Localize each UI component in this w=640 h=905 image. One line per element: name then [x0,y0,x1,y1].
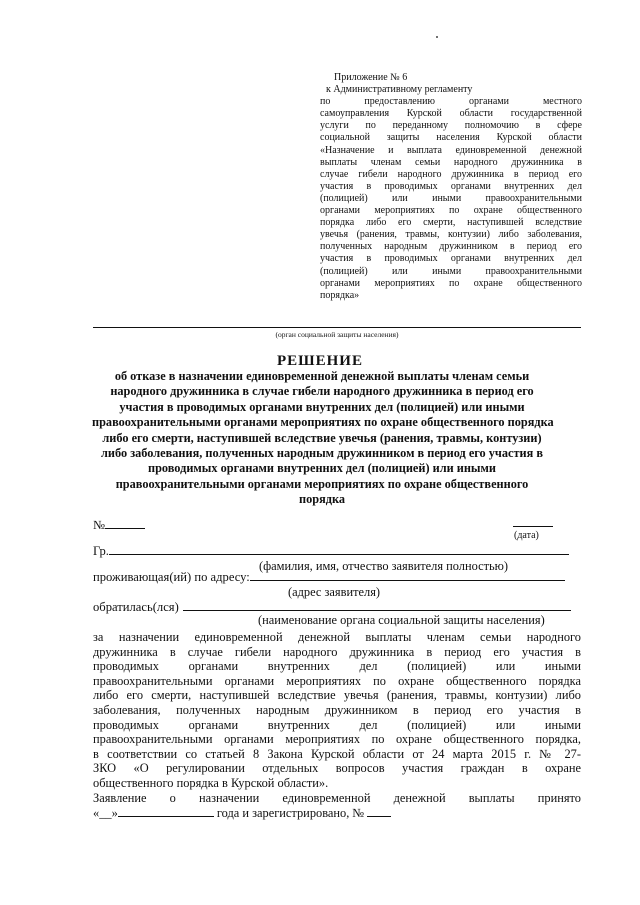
annex-line: увечья (ранения, травмы, контузии) либо заболевания, [320,229,582,241]
annex-line: порядка» [320,289,360,301]
date-caption: (дата) [514,530,539,541]
subtitle-line: правоохранительными органами мероприятиях по охране общественного порядка [92,415,554,430]
annex-line: выплаты членам семьи народного дружинника в [320,156,582,168]
subtitle-line: народного дружинника в случае гибели народного дружинника в период его [110,384,534,399]
registration-day: «__» [93,806,118,821]
subtitle-line: об отказе в назначении единовременной денежной выплаты членам семьи [114,369,530,383]
registration-month-field [118,805,214,817]
subtitle-line: либо его смерти, наступившей вследствие увечья (ранения, травмы, контузии) [102,430,542,445]
annex-line: участия в проводимых органами внутренних дел [320,180,582,192]
date-field [513,515,553,527]
annex-line: органами мероприятиях по охране общественного [320,277,582,289]
address-row [93,569,565,585]
subtitle-line: участия в проводимых органами внутренних дел (полицией) или иными [119,399,525,414]
speck [436,36,438,38]
number-row [93,517,145,533]
subtitle-line: правоохранительными органами мероприятиях по охране общественного [115,476,529,491]
body-line: дружинника в случае гибели народного дружинника в период его участия в [93,644,581,659]
subtitle-line: либо заболевания, полученных народным дружинником в период его участия в [101,446,543,461]
applied-label: обратилась(лся) [93,600,179,614]
subtitle-line: проводимых органами внутренних дел (полицией) или иными [147,461,496,476]
body-line: в соответствии со статьей 8 Закона Курской области от 24 марта 2015 г. № 27- [93,746,581,761]
body-line: общественного порядка в Курской области». [93,775,329,790]
body-line: Заявление о назначении единовременной денежной выплаты принято [93,790,581,805]
body-line: правоохранительными органами мероприятиях по охране общественного порядка, [93,732,581,747]
annex-line: полученных народным дружинником в период его [320,241,582,253]
annex-line: социальной защиты населения Курской области [320,132,582,144]
registration-text: года и зарегистрировано, № [213,806,365,821]
registration-line [93,805,581,821]
subtitle-line: порядка [299,492,345,507]
address-label: проживающая(ий) по адресу: [93,570,250,584]
citizen-label: Гр. [93,544,109,558]
annex-line: Приложение № 6 [334,72,408,83]
body-line: правоохранительными органами мероприятиях по охране общественного порядка [93,673,581,688]
body-line: проводимых органами внутренних дел (полицией) или иными [93,659,581,674]
org-caption: (орган социальной защиты населения) [275,330,399,339]
body-line: проводимых органами внутренних дел (полицией) или иными [93,717,581,732]
annex-line: самоуправления Курской области государственной [320,108,582,120]
annex-line: по предоставлению органами местного [320,96,582,108]
org-name-line [93,327,581,328]
body-line: заболевания, полученных народным дружинником в период его участия в [93,702,581,717]
citizen-row [93,543,569,559]
annex-line: участия в проводимых органами внутренних дел [320,253,582,265]
date-row [513,515,553,531]
body-line: за назначении единовременной денежной выплаты членам семьи народного [93,630,581,644]
number-label: № [93,518,106,532]
decision-body [93,630,581,821]
document-subtitle [92,369,552,508]
annex-line: (полицией) или иными правоохранительными [320,265,582,277]
applied-field [183,599,571,611]
annex-line: случае гибели народного дружинника в период его [320,168,582,180]
annex-header [320,72,582,302]
body-line: либо его смерти, наступившей вследствие увечья (ранения, травмы, контузии) либо [93,688,581,703]
annex-line: услуги по переданному полномочию в сфере [320,120,582,132]
citizen-field [109,543,569,555]
annex-line: порядка либо его смерти, наступившей вследствие [320,217,582,229]
address-caption: (адрес заявителя) [288,585,381,599]
registration-number-field [367,805,391,817]
annex-line: органами мероприятиях по охране общественного [320,205,582,217]
annex-line: к Административному регламенту [326,84,473,96]
address-field [250,569,565,581]
applied-caption: (наименование органа социальной защиты населения) [258,613,545,627]
document-title: РЕШЕНИЕ [277,353,363,369]
number-field [105,517,145,529]
body-line: ЗКО «О регулировании отдельных вопросов участия граждан в охране [93,761,581,776]
citizen-caption: (фамилия, имя, отчество заявителя полностью) [259,559,509,573]
annex-line: «Назначение и выплата единовременной денежной [320,144,582,156]
annex-line: (полицией) или иными правоохранительными [320,192,582,204]
